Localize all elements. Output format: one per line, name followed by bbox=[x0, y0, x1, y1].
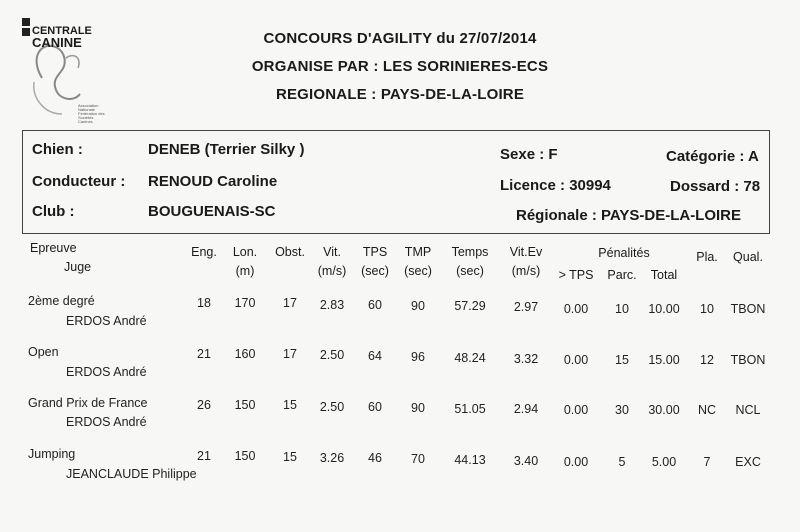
header-vit-unit: (m/s) bbox=[317, 264, 347, 278]
row3-lon: 150 bbox=[234, 398, 256, 412]
row4-epreuve: Jumping bbox=[28, 447, 76, 461]
row4-obst: 15 bbox=[283, 450, 297, 464]
region-line: REGIONALE : PAYS-DE-LA-LOIRE bbox=[275, 86, 525, 103]
logo-text-centrale: CENTRALE bbox=[32, 25, 92, 37]
header-lon-unit: (m) bbox=[235, 264, 255, 278]
row1-parc: 10 bbox=[615, 302, 629, 316]
header-epreuve: Epreuve bbox=[30, 241, 77, 255]
header-eng: Eng. bbox=[191, 245, 217, 259]
row2-pla: 12 bbox=[700, 353, 714, 367]
row2-obst: 17 bbox=[283, 347, 297, 361]
row1-gt-tps: 0.00 bbox=[563, 302, 589, 316]
row1-vit: 2.83 bbox=[319, 298, 345, 312]
row4-juge: JEANCLAUDE Philippe bbox=[66, 467, 197, 481]
row2-parc: 15 bbox=[615, 353, 629, 367]
header-vit: Vit. bbox=[323, 245, 341, 259]
dossard-field: Dossard : 78 bbox=[670, 178, 761, 195]
row3-qual: NCL bbox=[735, 403, 761, 417]
header-temps: Temps bbox=[451, 245, 489, 259]
row1-juge: ERDOS André bbox=[66, 314, 147, 328]
row4-eng: 21 bbox=[197, 449, 211, 463]
row4-vit: 3.26 bbox=[319, 451, 345, 465]
row2-vitev: 3.32 bbox=[513, 352, 539, 366]
row3-parc: 30 bbox=[615, 403, 629, 417]
row1-vitev: 2.97 bbox=[513, 300, 539, 314]
regionale-field: Régionale : PAYS-DE-LA-LOIRE bbox=[516, 207, 742, 224]
row1-total: 10.00 bbox=[648, 302, 680, 316]
sexe-field: Sexe : F bbox=[500, 146, 558, 163]
header-vitev: Vit.Ev bbox=[509, 245, 543, 259]
club-value: BOUGUENAIS-SC bbox=[148, 203, 276, 220]
categorie-field: Catégorie : A bbox=[666, 148, 759, 165]
row2-tmp: 96 bbox=[411, 350, 425, 364]
row3-vit: 2.50 bbox=[319, 400, 345, 414]
conducteur-label: Conducteur : bbox=[32, 173, 126, 190]
row3-vitev: 2.94 bbox=[513, 402, 539, 416]
row2-lon: 160 bbox=[234, 347, 256, 361]
row3-eng: 26 bbox=[197, 398, 211, 412]
header-tmp-unit: (sec) bbox=[404, 264, 432, 278]
row4-qual: EXC bbox=[735, 455, 761, 469]
row1-pla: 10 bbox=[700, 302, 714, 316]
row2-vit: 2.50 bbox=[319, 348, 345, 362]
row2-temps: 48.24 bbox=[454, 351, 486, 365]
row4-lon: 150 bbox=[234, 449, 256, 463]
header-juge: Juge bbox=[64, 260, 92, 274]
header-tps: TPS bbox=[362, 245, 388, 259]
row3-temps: 51.05 bbox=[454, 402, 486, 416]
chien-label: Chien : bbox=[32, 141, 83, 158]
row3-gt-tps: 0.00 bbox=[563, 403, 589, 417]
row4-total: 5.00 bbox=[651, 455, 677, 469]
header-temps-unit: (sec) bbox=[456, 264, 484, 278]
row4-pla: 7 bbox=[703, 455, 711, 469]
row2-juge: ERDOS André bbox=[66, 365, 147, 379]
header-gt-tps: > TPS bbox=[558, 268, 594, 282]
row1-epreuve: 2ème degré bbox=[28, 294, 95, 308]
row3-pla: NC bbox=[697, 403, 717, 417]
row4-parc: 5 bbox=[618, 455, 626, 469]
row2-eng: 21 bbox=[197, 347, 211, 361]
logo-text-canine: CANINE bbox=[32, 35, 82, 50]
row1-tmp: 90 bbox=[411, 299, 425, 313]
header-parc: Parc. bbox=[607, 268, 637, 282]
row4-temps: 44.13 bbox=[454, 453, 486, 467]
header-tps-unit: (sec) bbox=[361, 264, 389, 278]
header-total: Total bbox=[650, 268, 678, 282]
row2-qual: TBON bbox=[730, 353, 766, 367]
row2-total: 15.00 bbox=[648, 353, 680, 367]
row2-tps: 64 bbox=[368, 349, 382, 363]
club-label: Club : bbox=[32, 203, 75, 220]
header-qual: Qual. bbox=[733, 250, 763, 264]
chien-value: DENEB (Terrier Silky ) bbox=[148, 141, 305, 158]
row3-epreuve: Grand Prix de France bbox=[28, 396, 148, 410]
row4-vitev: 3.40 bbox=[513, 454, 539, 468]
row4-tmp: 70 bbox=[411, 452, 425, 466]
row3-total: 30.00 bbox=[648, 403, 680, 417]
row2-epreuve: Open bbox=[28, 345, 59, 359]
logo-small-text: Association Nationale Fédération des Sociétés Canines bbox=[78, 103, 105, 124]
row1-lon: 170 bbox=[234, 296, 256, 310]
header-vitev-unit: (m/s) bbox=[511, 264, 541, 278]
header-tmp: TMP bbox=[404, 245, 432, 259]
row1-obst: 17 bbox=[283, 296, 297, 310]
header-obst: Obst. bbox=[275, 245, 305, 259]
licence-field: Licence : 30994 bbox=[500, 177, 611, 194]
header-penalites: Pénalités bbox=[598, 246, 650, 260]
row4-gt-tps: 0.00 bbox=[563, 455, 589, 469]
row3-juge: ERDOS André bbox=[66, 415, 147, 429]
row3-tmp: 90 bbox=[411, 401, 425, 415]
row1-eng: 18 bbox=[197, 296, 211, 310]
row1-tps: 60 bbox=[368, 298, 382, 312]
organizer-line: ORGANISE PAR : LES SORINIERES-ECS bbox=[251, 58, 549, 75]
header-lon: Lon. bbox=[232, 245, 258, 259]
row4-tps: 46 bbox=[368, 451, 382, 465]
row3-obst: 15 bbox=[283, 398, 297, 412]
header-pla: Pla. bbox=[696, 250, 718, 264]
row3-tps: 60 bbox=[368, 400, 382, 414]
conducteur-value: RENOUD Caroline bbox=[148, 173, 278, 190]
row1-temps: 57.29 bbox=[454, 299, 486, 313]
row2-gt-tps: 0.00 bbox=[563, 353, 589, 367]
row1-qual: TBON bbox=[730, 302, 766, 316]
event-title: CONCOURS D'AGILITY du 27/07/2014 bbox=[263, 30, 537, 47]
